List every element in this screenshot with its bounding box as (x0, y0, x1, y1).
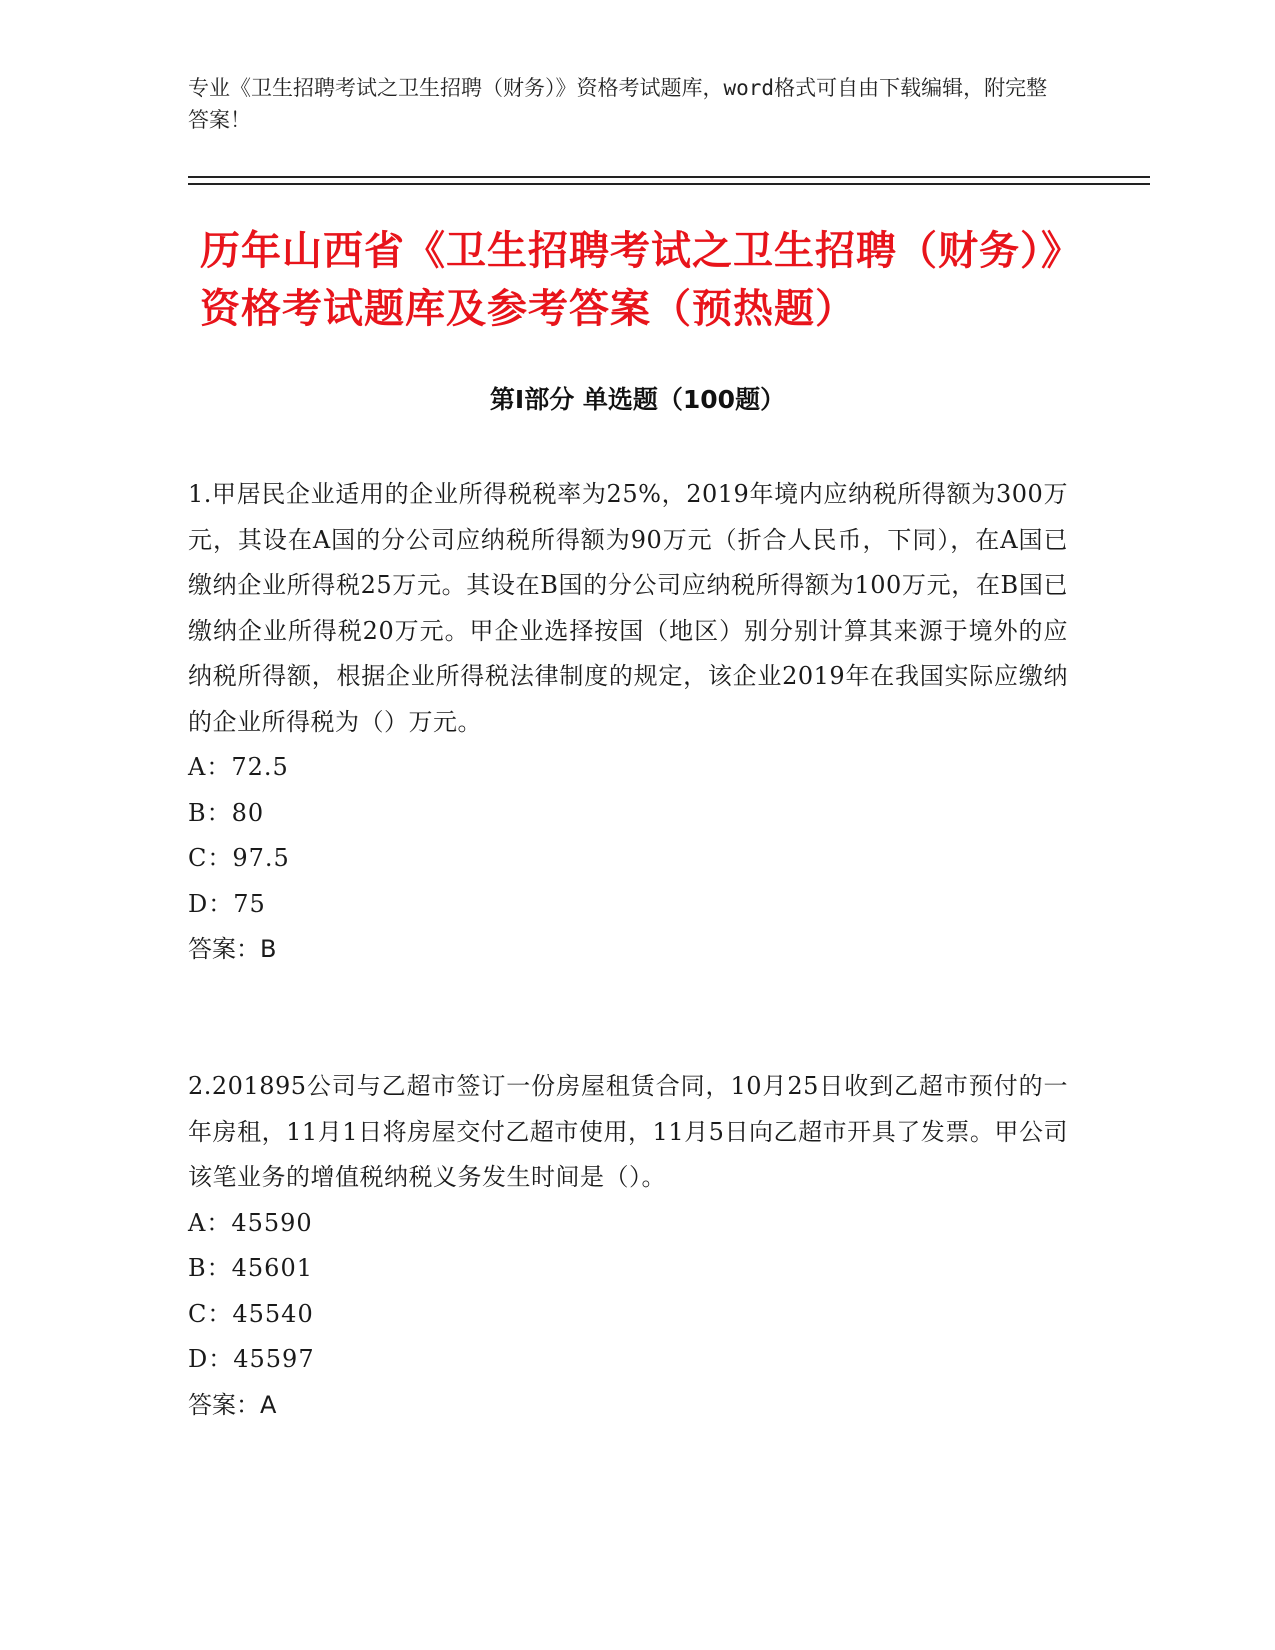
document-title: 历年山西省《卫生招聘考试之卫生招聘（财务）》资格考试题库及参考答案（预热题） (200, 228, 1062, 332)
header-rule-top (188, 176, 1150, 178)
question-stem: 2.201895公司与乙超市签订一份房屋租赁合同，10月25日收到乙超市预付的一年房租，11月1日将房屋交付乙超市使用，11月5日向乙超市开具了发票。甲公司该笔业务的增值税纳税义务发生时间是（）。 (188, 1072, 1068, 1191)
option-a: A：45590 (188, 1208, 313, 1237)
header-rule-bottom (188, 183, 1150, 185)
answer: 答案：A (188, 1390, 277, 1419)
option-c: C：45540 (188, 1299, 314, 1328)
section-title: 第Ⅰ部分 单选题（100题） (489, 385, 786, 414)
option-b: B：80 (188, 798, 265, 827)
option-a: A：72.5 (188, 753, 289, 781)
header-note: 专业《卫生招聘考试之卫生招聘（财务）》资格考试题库，word格式可自由下载编辑，附完整答案！ (188, 76, 1048, 132)
question-2 (188, 1064, 1068, 1428)
option-d: D：75 (188, 889, 266, 918)
option-d: D：45597 (188, 1345, 315, 1373)
question-1 (188, 472, 1068, 973)
answer: 答案：B (188, 935, 277, 963)
option-c: C：97.5 (188, 844, 290, 872)
option-b: B：45601 (188, 1254, 313, 1282)
question-stem: 1.甲居民企业适用的企业所得税税率为25%，2019年境内应纳税所得额为300万元，其设在A国的分公司应纳税所得额为90万元（折合人民币，下同），在A国已缴纳企业所得税25万元。其设在B国的分公司应纳税所得额为100万元，在B国已缴纳企业所得税20万元。甲企业选择按国（地区）别分别计算其来源于境外的应纳税所得额，根据企业所得税法律制度的规定，该企业2019年在我国实际应缴纳的企业所得税为（）万元。 (188, 480, 1068, 736)
